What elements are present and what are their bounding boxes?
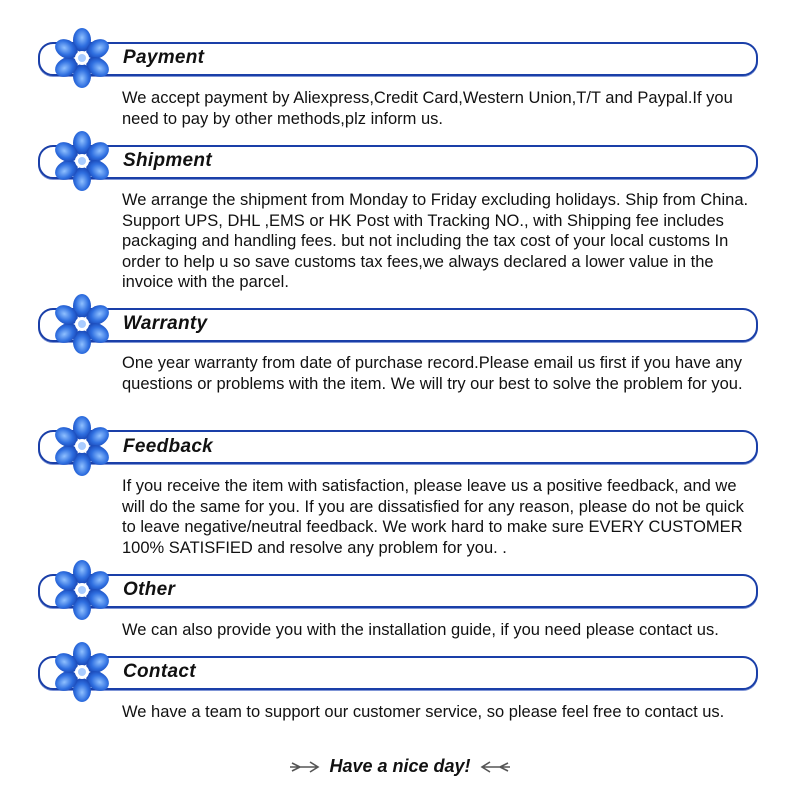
section-title: Warranty [123, 313, 208, 334]
flower-icon [50, 131, 114, 191]
arrow-left-icon [476, 760, 512, 774]
footer-text: Have a nice day! [329, 756, 471, 776]
flower-icon [50, 294, 114, 354]
section-title: Shipment [123, 150, 212, 171]
arrow-right-icon [288, 760, 324, 774]
section-text: We arrange the shipment from Monday to Friday excluding holidays. Ship from China. Support UPS, DHL ,EMS or HK Post with Tracking NO., with Shipping fee includes packaging and handling fees. but not including the tax cost of your local customs In order to help u so save customs tax fees,we always declared a lower value in the invoice with the parcel. [122, 191, 749, 291]
section-title: Contact [123, 661, 196, 682]
section-text: We have a team to support our customer service, so please feel free to contact us. [122, 703, 725, 721]
flower-icon [50, 416, 114, 476]
section-title: Payment [123, 47, 205, 68]
section-text: One year warranty from date of purchase record.Please email us first if you have any questions or problems with the item. We will try our best to solve the problem for you. [122, 354, 743, 393]
flower-icon [50, 642, 114, 702]
section-title: Feedback [123, 436, 214, 457]
section-text: If you receive the item with satisfaction, please leave us a positive feedback, and we will do the same for you. If you are dissatisfied for any reason, please do not be quick to leave negative/neutral feedback. We work hard to make sure EVERY CUSTOMER 100% SATISFIED and resolve any problem for you. . [122, 477, 744, 557]
flower-icon [50, 560, 114, 620]
section-text: We can also provide you with the installation guide, if you need please contact us. [122, 621, 719, 639]
section-title: Other [123, 579, 176, 600]
section-text: We accept payment by Aliexpress,Credit Card,Western Union,T/T and Paypal.If you need to pay by other methods,plz inform us. [122, 89, 733, 128]
footer [0, 756, 800, 777]
flower-icon [50, 28, 114, 88]
